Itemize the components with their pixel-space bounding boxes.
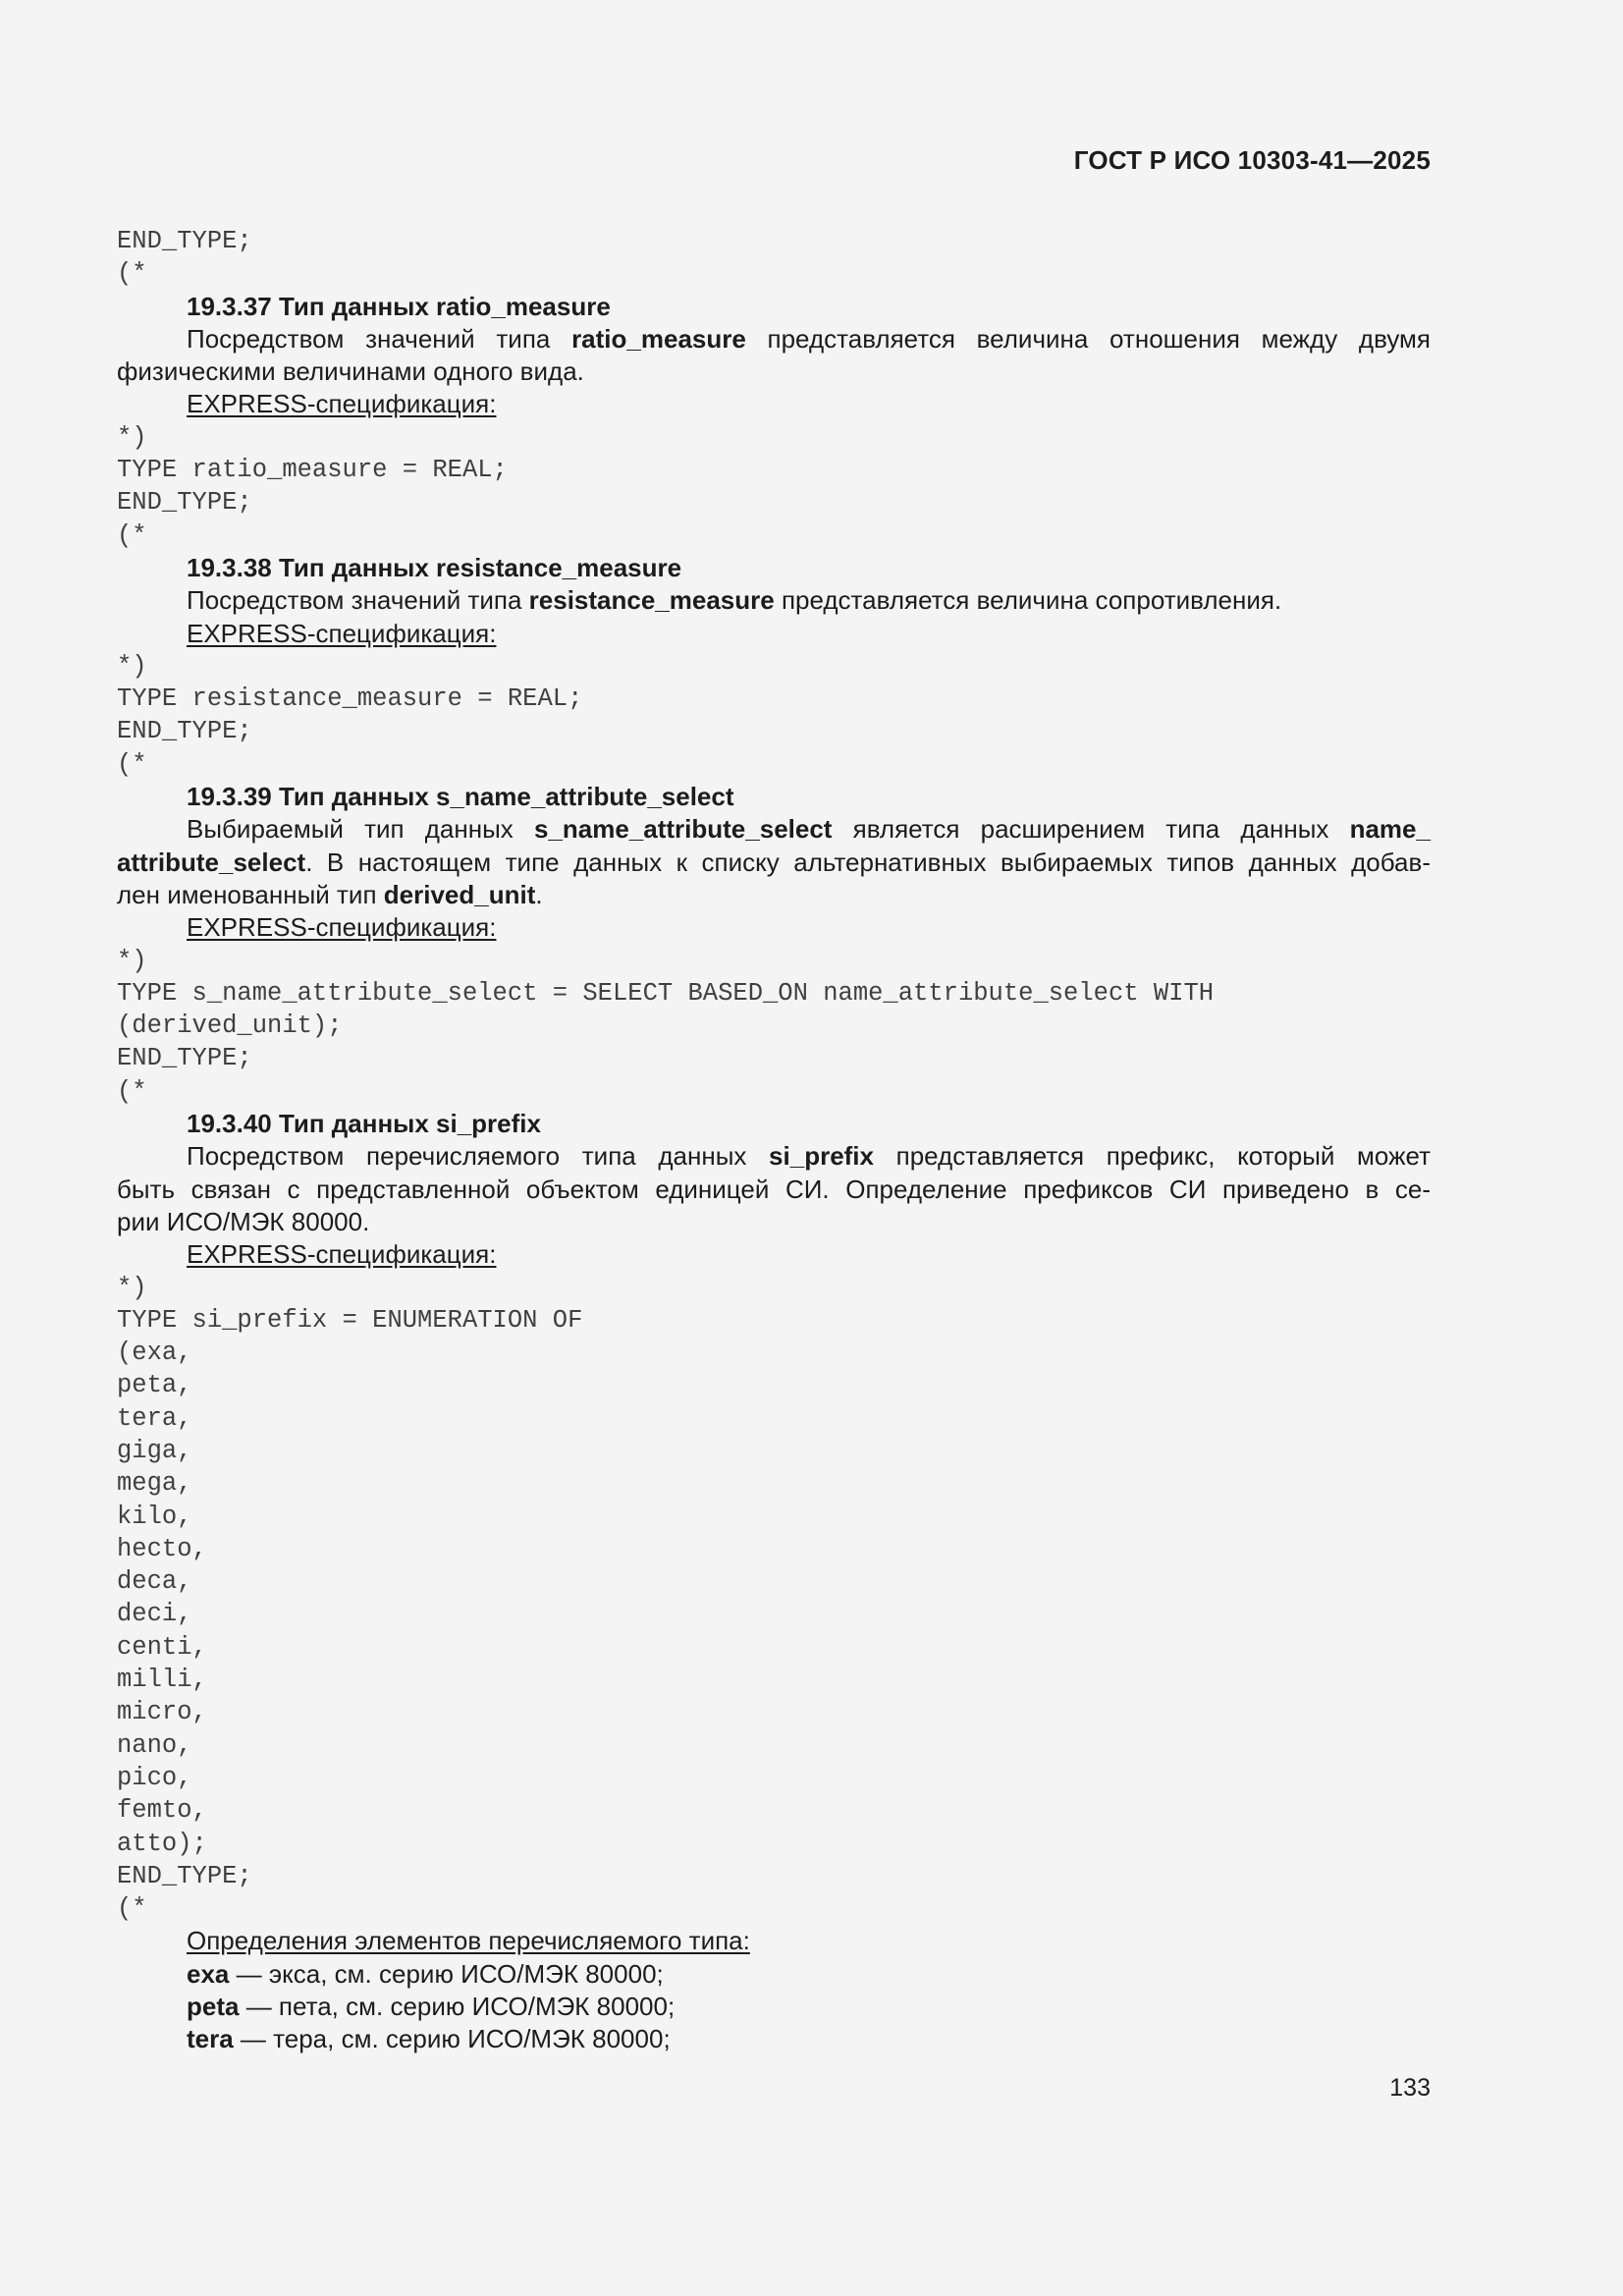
comment-open: (* bbox=[117, 1076, 147, 1106]
code-end-type: END_TYPE; bbox=[117, 1861, 252, 1890]
code-type-ratio-measure: TYPE ratio_measure = REAL; bbox=[117, 456, 508, 485]
section-heading-19-3-38: 19.3.38 Тип данных resistance_measure bbox=[187, 552, 682, 582]
paragraph-ratio-measure-line2: физическими величинами одного вида. bbox=[117, 356, 584, 387]
term-ratio-measure: ratio_measure bbox=[571, 323, 746, 354]
document-code-header: ГОСТ Р ИСО 10303-41—2025 bbox=[1073, 145, 1431, 175]
definition-desc: — экса, см. серию ИСО/МЭК 80000; bbox=[229, 1958, 664, 1989]
enum-item: centi, bbox=[117, 1632, 207, 1662]
code-type-resistance-measure: TYPE resistance_measure = REAL; bbox=[117, 684, 583, 714]
code-derived-unit: (derived_unit); bbox=[117, 1011, 343, 1041]
paragraph-si-prefix-line3: рии ИСО/МЭК 80000. bbox=[117, 1206, 370, 1236]
text-run: представляется величина отношения между двумя bbox=[745, 323, 1431, 354]
definition-item bbox=[117, 2023, 1431, 2055]
express-spec-label: EXPRESS-спецификация: bbox=[187, 389, 497, 419]
enum-item: femto, bbox=[117, 1796, 207, 1826]
definition-desc: — пета, см. серию ИСО/МЭК 80000; bbox=[239, 1992, 676, 2022]
comment-open: (* bbox=[117, 520, 147, 550]
enum-item: milli, bbox=[117, 1666, 207, 1695]
definition-term: tera bbox=[187, 2024, 234, 2054]
paragraph-ratio-measure-line1 bbox=[117, 323, 1431, 355]
paragraph-si-prefix-line2: быть связан с представленной объектом единицей СИ. Определение префиксов СИ приведено в се- bbox=[117, 1174, 1431, 1204]
enum-item: micro, bbox=[117, 1698, 207, 1727]
paragraph-s-name-attribute-select-line1 bbox=[117, 813, 1431, 846]
code-end-type: END_TYPE; bbox=[117, 227, 252, 255]
comment-open: (* bbox=[117, 259, 147, 289]
text-run: Посредством значений типа bbox=[187, 323, 572, 354]
text-run: является расширением типа данных bbox=[832, 814, 1350, 845]
text-run: . bbox=[535, 879, 543, 909]
section-heading-19-3-39: 19.3.39 Тип данных s_name_attribute_select bbox=[187, 782, 734, 812]
enum-item: tera, bbox=[117, 1403, 192, 1433]
text-run: представляется префикс, который может bbox=[874, 1141, 1431, 1172]
paragraph-s-name-attribute-select-line2 bbox=[117, 847, 1431, 879]
express-spec-label: EXPRESS-спецификация: bbox=[187, 1239, 497, 1270]
code-type-si-prefix: TYPE si_prefix = ENUMERATION OF bbox=[117, 1305, 583, 1335]
comment-open: (* bbox=[117, 1894, 147, 1924]
text-run: Выбираемый тип данных bbox=[187, 814, 534, 845]
definitions-title: Определения элементов перечисляемого типа: bbox=[187, 1926, 750, 1956]
term-derived-unit: derived_unit bbox=[383, 879, 536, 909]
enum-item: giga, bbox=[117, 1436, 192, 1465]
text-run: лен именованный тип bbox=[117, 879, 384, 909]
section-heading-19-3-40: 19.3.40 Тип данных si_prefix bbox=[187, 1109, 541, 1139]
definition-term: peta bbox=[187, 1992, 240, 2022]
page-number: 133 bbox=[1389, 2074, 1431, 2102]
code-type-s-name-attribute-select: TYPE s_name_attribute_select = SELECT BASED_ON name_attribute_select WITH bbox=[117, 978, 1215, 1008]
paragraph-s-name-attribute-select-line3 bbox=[117, 879, 1431, 911]
enum-item: mega, bbox=[117, 1469, 192, 1499]
page-content bbox=[117, 225, 1431, 2056]
paragraph-si-prefix-line1 bbox=[117, 1140, 1431, 1173]
enum-item: deca, bbox=[117, 1567, 192, 1597]
definition-desc: — тера, см. серию ИСО/МЭК 80000; bbox=[233, 2024, 671, 2054]
text-run: . В настоящем типе данных к списку альтернативных выбираемых типов данных добав- bbox=[305, 847, 1431, 877]
code-end-type: END_TYPE; bbox=[117, 488, 252, 518]
paragraph-resistance-measure bbox=[117, 584, 1431, 617]
enum-item: pico, bbox=[117, 1763, 192, 1792]
enum-item: kilo, bbox=[117, 1502, 192, 1531]
section-heading-19-3-37: 19.3.37 Тип данных ratio_measure bbox=[187, 291, 611, 321]
code-end-type: END_TYPE; bbox=[117, 1044, 252, 1073]
enum-item-exa: (exa, bbox=[117, 1339, 192, 1368]
text-run: Посредством перечисляемого типа данных bbox=[187, 1141, 770, 1172]
enum-item: atto); bbox=[117, 1829, 207, 1858]
comment-close: *) bbox=[117, 422, 147, 452]
text-run: Посредством значений типа bbox=[187, 585, 529, 616]
term-name-attribute-select-part2: attribute_select bbox=[117, 847, 306, 877]
code-end-type: END_TYPE; bbox=[117, 717, 252, 746]
comment-close: *) bbox=[117, 1273, 147, 1302]
express-spec-label: EXPRESS-спецификация: bbox=[187, 618, 497, 648]
term-s-name-attribute-select: s_name_attribute_select bbox=[533, 814, 833, 845]
enum-item: nano, bbox=[117, 1730, 192, 1760]
comment-close: *) bbox=[117, 651, 147, 681]
enum-item: hecto, bbox=[117, 1534, 207, 1563]
term-resistance-measure: resistance_measure bbox=[528, 585, 775, 616]
enum-item: peta, bbox=[117, 1371, 192, 1400]
term-si-prefix: si_prefix bbox=[769, 1141, 874, 1172]
text-run: представляется величина сопротивления. bbox=[774, 585, 1282, 616]
comment-open: (* bbox=[117, 749, 147, 779]
definition-term: exa bbox=[187, 1958, 230, 1989]
express-spec-label: EXPRESS-спецификация: bbox=[187, 912, 497, 943]
term-name-attribute-select-part1: name_ bbox=[1349, 814, 1431, 845]
definition-item bbox=[117, 1991, 1431, 2023]
enum-item: deci, bbox=[117, 1600, 192, 1629]
comment-close: *) bbox=[117, 946, 147, 975]
definition-item bbox=[117, 1958, 1431, 1991]
